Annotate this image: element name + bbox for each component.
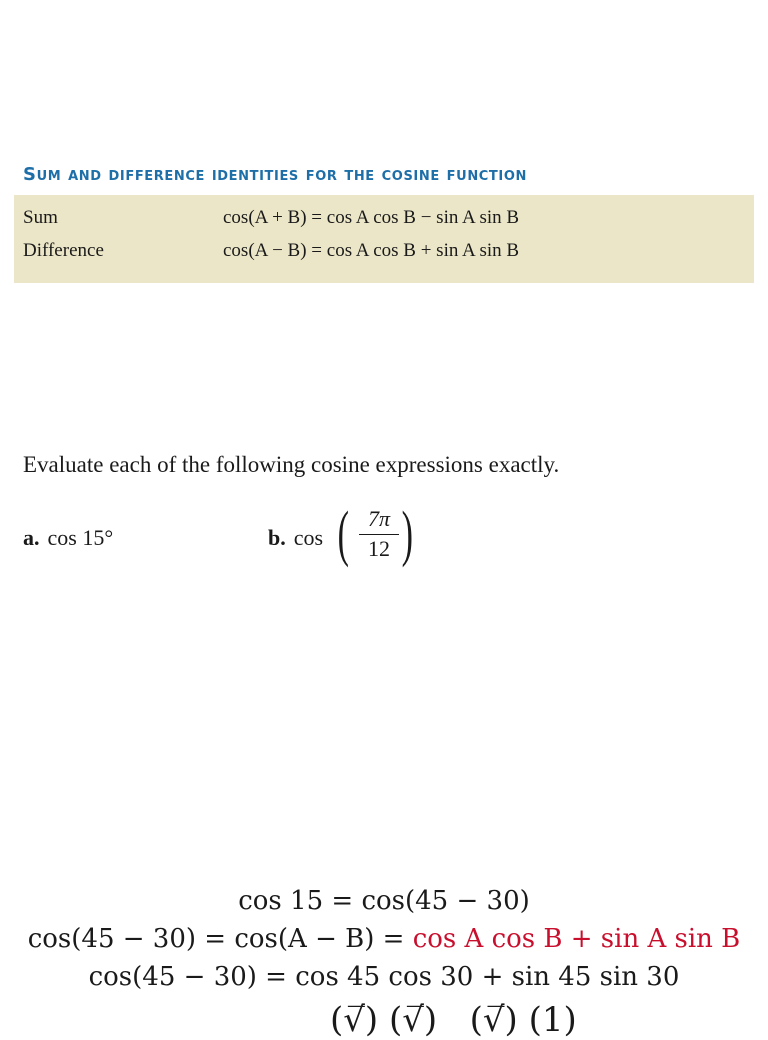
solution-line-3: cos(45 − 30) = cos 45 cos 30 + sin 45 sin 30 [88,962,680,992]
cropped-next-line-glyphs: (√̅) (√̅) (√̅) (1) [330,1000,577,1040]
solution-line-2-highlight: cos A cos B + sin A sin B [412,924,741,954]
identity-formula: cos(A − B) = cos A cos B + sin A sin B [223,240,520,261]
identities-box [14,195,754,283]
solution-line-1: cos 15 = cos(45 − 30) [238,886,530,916]
fraction-bar [359,534,399,535]
identity-label: Sum [23,207,58,228]
fraction-numerator: 7π [367,506,391,531]
section-heading: Sum and difference identities for the cosine function [23,164,527,185]
identity-label: Difference [23,240,104,261]
instruction-text: Evaluate each of the following cosine expressions exactly. [23,452,560,477]
part-b-label: b. [268,525,286,550]
part-b [268,525,323,551]
part-a-expression: cos 15° [47,525,114,550]
part-a-label: a. [23,525,40,550]
solution-line-2-left: cos(45 − 30) = cos(A − B) = [27,924,413,954]
close-paren-glyph: ) [401,500,414,568]
part-a [23,525,113,551]
part-b-function: cos [293,525,324,550]
part-b-fraction [357,505,401,562]
solution-line-2 [0,924,768,954]
open-paren-glyph: ( [337,500,350,568]
fraction-denominator: 12 [368,536,390,561]
identity-formula: cos(A + B) = cos A cos B − sin A sin B [223,207,520,228]
